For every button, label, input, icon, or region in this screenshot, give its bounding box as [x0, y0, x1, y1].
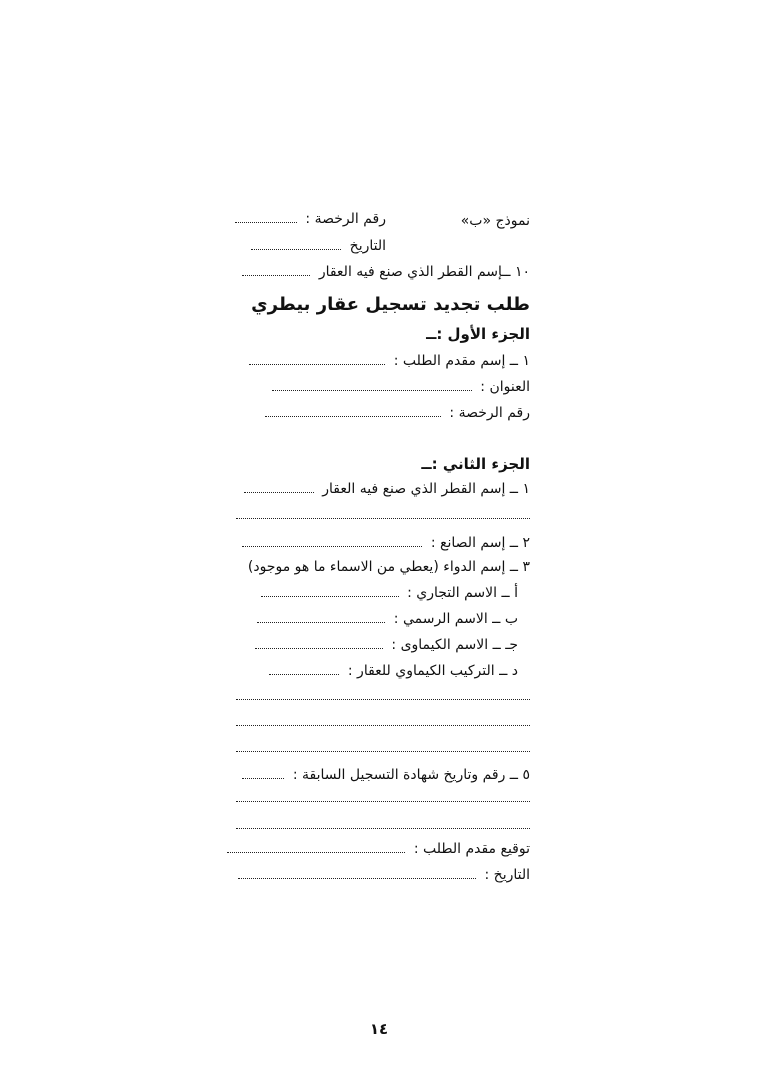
date-header-row: [251, 237, 386, 255]
chemical-name-label: جـ ــ الاسم الكيماوى :: [391, 637, 518, 653]
date-field[interactable]: [238, 877, 476, 879]
drug-name-label: ٣ ــ إسم الدواء (يعطي من الاسماء ما هو موجود): [247, 559, 530, 575]
date-header-field[interactable]: [251, 248, 341, 250]
date-label: التاريخ :: [484, 867, 530, 883]
composition-line-2[interactable]: [236, 725, 530, 726]
part2-heading: الجزء الثاني :ــ: [421, 455, 530, 473]
country-header-row: [242, 263, 530, 281]
form-title: طلب تجديد تسجيل عقار بيطري: [251, 294, 530, 315]
country-header-label: ١٠ ــإسم القطر الذي صنع فيه العقار: [318, 264, 530, 280]
prev-cert-row: [242, 766, 530, 784]
date-header-label: التاريخ: [349, 238, 386, 254]
form-label-row: [461, 212, 530, 230]
trade-name-label: أ ــ الاسم التجاري :: [407, 585, 518, 601]
country-field[interactable]: [244, 491, 314, 493]
composition-field[interactable]: [269, 673, 339, 675]
country-row: [244, 480, 530, 498]
form-label: نموذج «ب»: [460, 213, 530, 229]
prev-cert-field[interactable]: [242, 777, 284, 779]
country-label: ١ ــ إسم القطر الذي صنع فيه العقار: [322, 481, 530, 497]
license-row: [265, 404, 530, 422]
official-name-field[interactable]: [257, 621, 385, 623]
trade-name-field[interactable]: [261, 595, 399, 597]
composition-label: د ــ التركيب الكيماوي للعقار :: [347, 663, 518, 679]
prev-cert-line-1[interactable]: [236, 801, 530, 802]
address-row: [272, 378, 530, 396]
license-header-row: [235, 210, 386, 228]
prev-cert-line-2[interactable]: [236, 828, 530, 829]
license-header-field[interactable]: [235, 221, 297, 223]
applicant-field[interactable]: [249, 363, 385, 365]
license-header-label: رقم الرخصة :: [305, 211, 386, 227]
applicant-row: [249, 352, 530, 370]
license-field[interactable]: [265, 415, 441, 417]
manufacturer-row: [242, 534, 530, 552]
composition-row: [269, 662, 518, 680]
license-label: رقم الرخصة :: [449, 405, 530, 421]
official-name-label: ب ــ الاسم الرسمي :: [393, 611, 518, 627]
manufacturer-label: ٢ ــ إسم الصانع :: [430, 535, 530, 551]
trade-name-row: [261, 584, 518, 602]
manufacturer-field[interactable]: [242, 545, 422, 547]
part1-heading: الجزء الأول :ــ: [426, 325, 530, 343]
address-label: العنوان :: [480, 379, 530, 395]
composition-line-3[interactable]: [236, 751, 530, 752]
chemical-name-row: [255, 636, 518, 654]
signature-field[interactable]: [227, 851, 405, 853]
page-number: ١٤: [369, 1020, 389, 1038]
signature-row: [227, 840, 530, 858]
date-row: [238, 866, 530, 884]
address-field[interactable]: [272, 389, 472, 391]
signature-label: توقيع مقدم الطلب :: [413, 841, 530, 857]
drug-name-row: [248, 558, 530, 576]
official-name-row: [257, 610, 518, 628]
applicant-label: ١ ــ إسم مقدم الطلب :: [393, 353, 530, 369]
prev-cert-label: ٥ ــ رقم وتاريخ شهادة التسجيل السابقة :: [292, 767, 530, 783]
country-continuation-line[interactable]: [236, 518, 530, 519]
chemical-name-field[interactable]: [255, 647, 383, 649]
country-header-field[interactable]: [242, 274, 310, 276]
composition-line-1[interactable]: [236, 699, 530, 700]
